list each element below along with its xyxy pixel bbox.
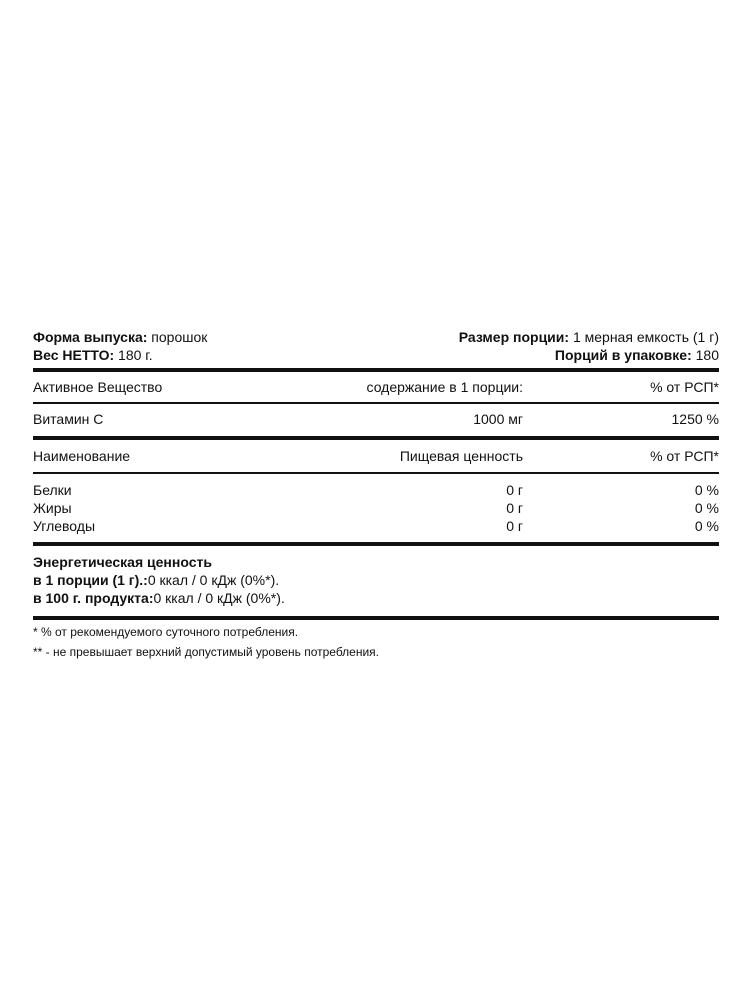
energy-per-serving: в 1 порции (1 г).: 0 ккал / 0 кДж (0%*). [33,572,280,588]
table-row [33,481,719,499]
divider-thick [33,436,719,440]
divider-thick [33,542,719,546]
table-row [33,409,719,429]
cell-name: Жиры [33,500,72,516]
net-weight: Вес НЕТТО: 180 г. [33,347,153,363]
energy-title: Энергетическая ценность [33,554,212,570]
cell-rdi: 0 % [694,482,719,498]
cell-amount: 1000 мг [473,411,523,427]
cell-rdi: 0 % [694,500,719,516]
cell-name: Белки [33,482,72,498]
energy-per-100g: в 100 г. продукта: 0 ккал / 0 кДж (0%*). [33,590,285,606]
col-header-name: Наименование [33,448,131,464]
col-header-content: содержание в 1 порции: [366,379,523,395]
nutrition-facts-panel [33,328,719,662]
release-form: Форма выпуска: порошок [33,329,208,345]
table-row [33,517,719,535]
cell-amount: 0 г [506,482,523,498]
energy-section [33,553,719,607]
header-line-2 [33,346,719,364]
col-header-rdi: % от РСП* [650,448,719,464]
serving-size: Размер порции: 1 мерная емкость (1 г) [458,329,719,345]
divider-thick [33,616,719,620]
servings-per-package: Порций в упаковке: 180 [554,347,719,363]
table-row [33,499,719,517]
divider-thin [33,472,719,474]
divider-thick [33,368,719,372]
active-table-header [33,377,719,397]
cell-name: Витамин С [33,411,104,427]
footnote-rdi: * % от рекомендуемого суточного потребления. [33,625,299,639]
nutrition-table-header [33,446,719,466]
cell-rdi: 1250 % [671,411,719,427]
cell-rdi: 0 % [694,518,719,534]
header-line-1 [33,328,719,346]
footnote-upper-limit: ** - не превышает верхний допустимый уровень потребления. [33,645,379,659]
divider-thin [33,402,719,404]
footnotes [33,622,719,662]
col-header-rdi: % от РСП* [650,379,719,395]
col-header-value: Пищевая ценность [399,448,523,464]
cell-amount: 0 г [506,518,523,534]
cell-amount: 0 г [506,500,523,516]
cell-name: Углеводы [33,518,96,534]
nutrition-rows [33,481,719,535]
col-header-substance: Активное Вещество [33,379,163,395]
